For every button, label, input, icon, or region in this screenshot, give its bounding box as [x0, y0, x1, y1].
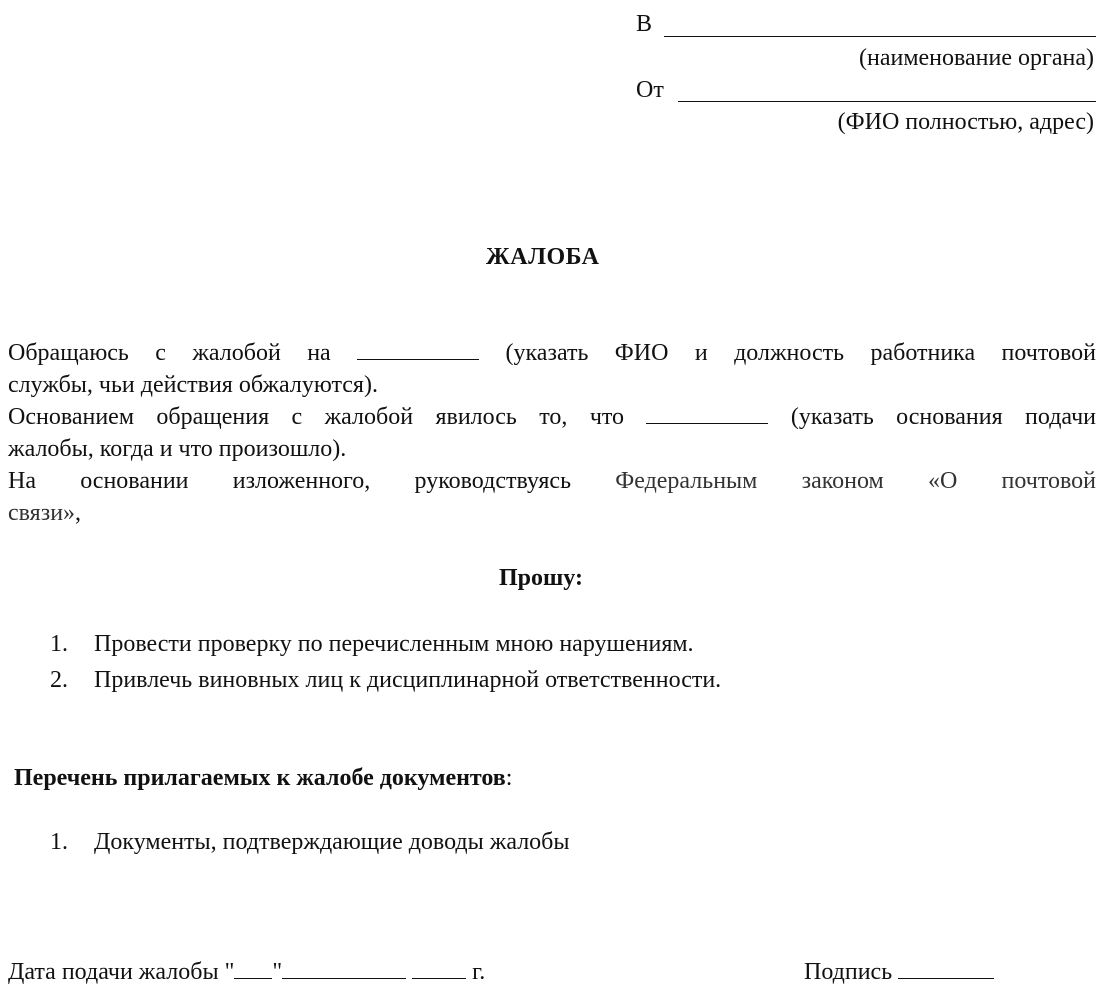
attachments-heading [14, 764, 512, 792]
law-reference: связи» [8, 500, 76, 526]
list-item-text: Привлечь виновных лиц к дисциплинарной ответственности. [94, 667, 722, 693]
date-quote: " [272, 959, 283, 985]
blank-line [646, 401, 768, 424]
date-label: Дата подачи жалобы " [8, 959, 235, 985]
to-prefix: В [636, 11, 653, 37]
body-text: жалобы, когда и что произошло). [8, 436, 347, 462]
year-suffix: г. [472, 959, 486, 985]
body-text: , [75, 500, 82, 526]
body-text: Обращаюсь с жалобой на [8, 340, 331, 366]
from-prefix: От [636, 77, 664, 103]
body-paragraph-3 [8, 465, 1096, 529]
to-blank-line [664, 36, 1096, 37]
body-text: На основании изложенного, руководствуясь [8, 468, 572, 494]
request-heading: Прошу: [499, 565, 583, 591]
list-item-number: 2. [50, 667, 68, 693]
year-blank [412, 956, 466, 979]
body-text: (указать ФИО и должность работника почтовой [505, 340, 1097, 366]
body-text: (указать основания подачи [790, 404, 1097, 430]
from-caption: (ФИО полностью, адрес) [837, 109, 1094, 135]
list-item [50, 828, 570, 856]
body-text: Основанием обращения с жалобой явилось то, что [8, 404, 625, 430]
body-text: службы, чьи действия обжалуются). [8, 372, 378, 398]
signature [804, 956, 994, 986]
list-item-number: 1. [50, 631, 68, 657]
list-item-text: Провести проверку по перечисленным мною нарушениям. [94, 631, 694, 657]
law-reference: Федеральным законом «О почтовой [615, 468, 1097, 494]
list-item-number: 1. [50, 829, 68, 855]
attachments-heading-text: Перечень прилагаемых к жалобе документов [14, 765, 506, 791]
attachments-heading-colon: : [505, 765, 513, 791]
signature-blank [898, 956, 994, 979]
day-blank [234, 956, 272, 979]
list-item [50, 630, 694, 658]
body-paragraph-1 [8, 337, 1096, 401]
body-paragraph-2 [8, 401, 1096, 465]
to-caption: (наименование органа) [858, 45, 1094, 71]
blank-line [357, 337, 479, 360]
signature-label: Подпись [804, 959, 893, 985]
list-item-text: Документы, подтверждающие доводы жалобы [94, 829, 570, 855]
from-blank-line [678, 101, 1096, 102]
filing-date [8, 956, 485, 986]
list-item [50, 666, 721, 694]
document-title: ЖАЛОБА [486, 244, 600, 270]
month-blank [282, 956, 406, 979]
